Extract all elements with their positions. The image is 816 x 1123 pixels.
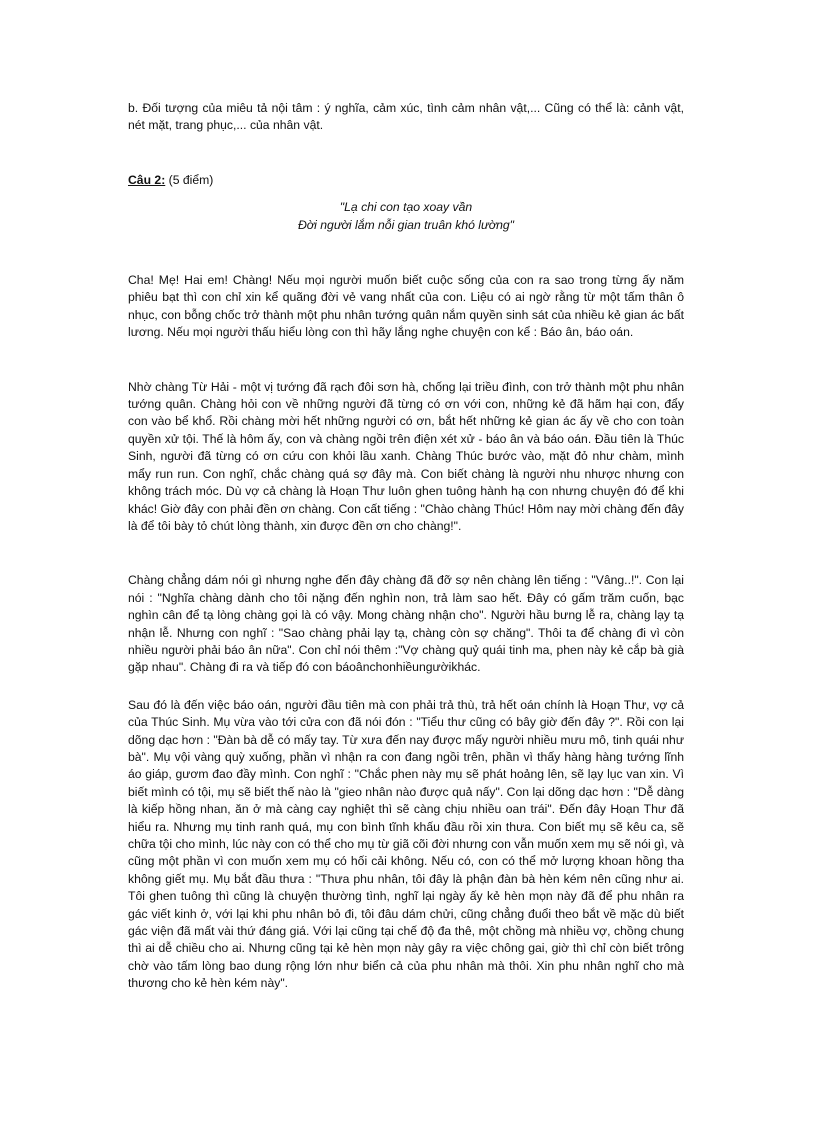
document-page xyxy=(128,100,684,1030)
question-points: (5 điểm) xyxy=(165,172,214,187)
question-label: Câu 2: xyxy=(128,172,166,187)
story-paragraph-4: Sau đó là đến việc báo oán, người đầu tiên mà con phải trả thù, trả hết oán chính là Hoạn Thư, vợ cả của Thúc Sinh. Mụ vừa vào tới cửa con đã nói đón : "Tiểu thư cũng có bây giờ đến đây ?". Rồi con lại dõng dạc hơn : "Đàn bà dễ có mấy tay. Từ xưa đến nay được mấy người nhiều mưu mô, tinh quái như bà". Mụ vội vàng quỳ xuống, phần vì nhận ra con đang ngồi trên, phần vì thấy hàng hàng tướng lĩnh áo giáp, gươm đao đầy mình. Con nghĩ : "Chắc phen này mụ sẽ phát hoảng lên, sẽ lạy lục van xin. Vì biết mình có tội, mụ sẽ biết thế nào là "gieo nhân nào được quả nấy". Con lại dõng dạc hơn : "Dễ dàng là kiếp hồng nhan, ăn ở mà càng cay nghiệt thì sẽ càng chịu nhiều oan trái". Đến đây Hoạn Thư đã hiểu ra. Nhưng mụ tinh ranh quá, mụ con bình tĩnh khấu đầu rồi xin thưa. Con biết mụ sẽ kêu ca, sẽ chữa tội cho mình, lúc này con có thể cho mụ từ giã cõi đời nhưng con vẫn muốn xem mụ sẽ nói gì, và cũng một phần vì con muốn xem mụ có hối cải không. Nếu có, con có thể mở lượng khoan hồng tha không giết mụ. Mụ bắt đầu thưa : "Thưa phu nhân, tôi đây là phận đàn bà hèn kém nên cũng như ai. Tôi ghen tuông thì cũng là chuyện thường tình, nghĩ lại ngày ấy kẻ hèn mọn này đã để phu nhân ra gác viết kinh ở, với lại khi phu nhân bỏ đi, tôi đâu dám chửi, cũng chẳng đuổi theo bắt về mặc dù biết gác viện đã mất vài thứ đáng giá. Với lại cũng tại chế độ đa thê, một chồng mà nhiều vợ, chồng chung thì ai dễ chiều cho ai. Nhưng cũng tại kẻ hèn mọn này gây ra việc chông gai, giờ thì chỉ còn biết trông chờ vào tấm lòng bao dung rộng lớn như biển cả của phu nhân mà thôi. Xin phu nhân nghĩ cho mà thương cho kẻ hèn kém này". xyxy=(128,697,684,991)
intro-paragraph: b. Đối tượng của miêu tả nội tâm : ý nghĩa, cảm xúc, tình cảm nhân vật,... Cũng có thể là: cảnh vật, nét mặt, trang phục,... của nhân vật. xyxy=(128,101,684,133)
story-paragraph-3: Chàng chẳng dám nói gì nhưng nghe đến đây chàng đã đỡ sợ nên chàng lên tiếng : "Vâng..!". Con lại nói : "Nghĩa chàng dành cho tôi nặng đến nghìn non, trả làm sao hết. Đây có gấm trăm cuốn, bạc nghìn cân để tạ lòng chàng gọi là có vậy. Mong chàng nhận cho". Người hầu bưng lễ ra, chàng lạy tạ nhận lễ. Nhưng con nghĩ : "Sao chàng phải lạy tạ, chàng còn sợ chăng". Thôi ta để chàng đi vì còn nhiều người phải báo ân nữa". Con chỉ nói thêm :"Vợ chàng quỷ quái tinh ma, phen này kẻ cắp bà già gặp nhau". Chàng đi ra và tiếp đó con báoânchonhiềungườikhác. xyxy=(128,573,684,675)
question-heading xyxy=(128,172,684,189)
story-paragraph-2: Nhờ chàng Từ Hải - một vị tướng đã rạch đôi sơn hà, chống lại triều đình, con trở thành một phu nhân tướng quân. Chàng hỏi con về những người đã từng có ơn với con, những kẻ đã hãm hại con, đẩy con vào bể khổ. Rồi chàng mời hết những người có ơn, bắt hết những kẻ gian ác ấy về cho con toàn quyền xử tội. Thế là hôm ấy, con và chàng ngồi trên điện xét xử - báo ân và báo oán. Đầu tiên là Thúc Sinh, người đã từng có ơn cứu con khỏi lầu xanh. Chàng Thúc bước vào, mặt đỏ như chàm, mình mẩy run run. Con nghĩ, chắc chàng quá sợ đây mà. Con biết chàng là người nhu nhược nhưng con không trách móc. Dù vợ cả chàng là Hoạn Thư luôn ghen tuông hành hạ con nhưng chuyện đó để khi khác! Giờ đây con phải đền ơn chàng. Con cất tiếng : "Chào chàng Thúc! Hôm nay mời chàng đến đây là để tôi bày tỏ chút lòng thành, xin được đền ơn cho chàng!". xyxy=(128,379,684,533)
poem-line-1: "Lạ chi con tạo xoay vần xyxy=(339,200,473,215)
poem-line-2: Đời người lắm nỗi gian truân khó lường" xyxy=(298,217,514,232)
story-paragraph-1: Cha! Mẹ! Hai em! Chàng! Nếu mọi người muốn biết cuộc sống của con ra sao trong từng ấy năm phiêu bạt thì con chỉ xin kể quãng đời vẻ vang nhất của con. Liệu có ai ngờ rằng từ một tấm thân ô nhục, con bỗng chốc trở thành một phu nhân tướng quân nắm quyền sinh sát của nhiều kẻ gian ác bất lương. Nếu mọi người thấu hiểu lòng con thì hãy lắng nghe chuyện con kể : Báo ân, báo oán. xyxy=(128,273,684,340)
poem-quote xyxy=(128,199,684,234)
